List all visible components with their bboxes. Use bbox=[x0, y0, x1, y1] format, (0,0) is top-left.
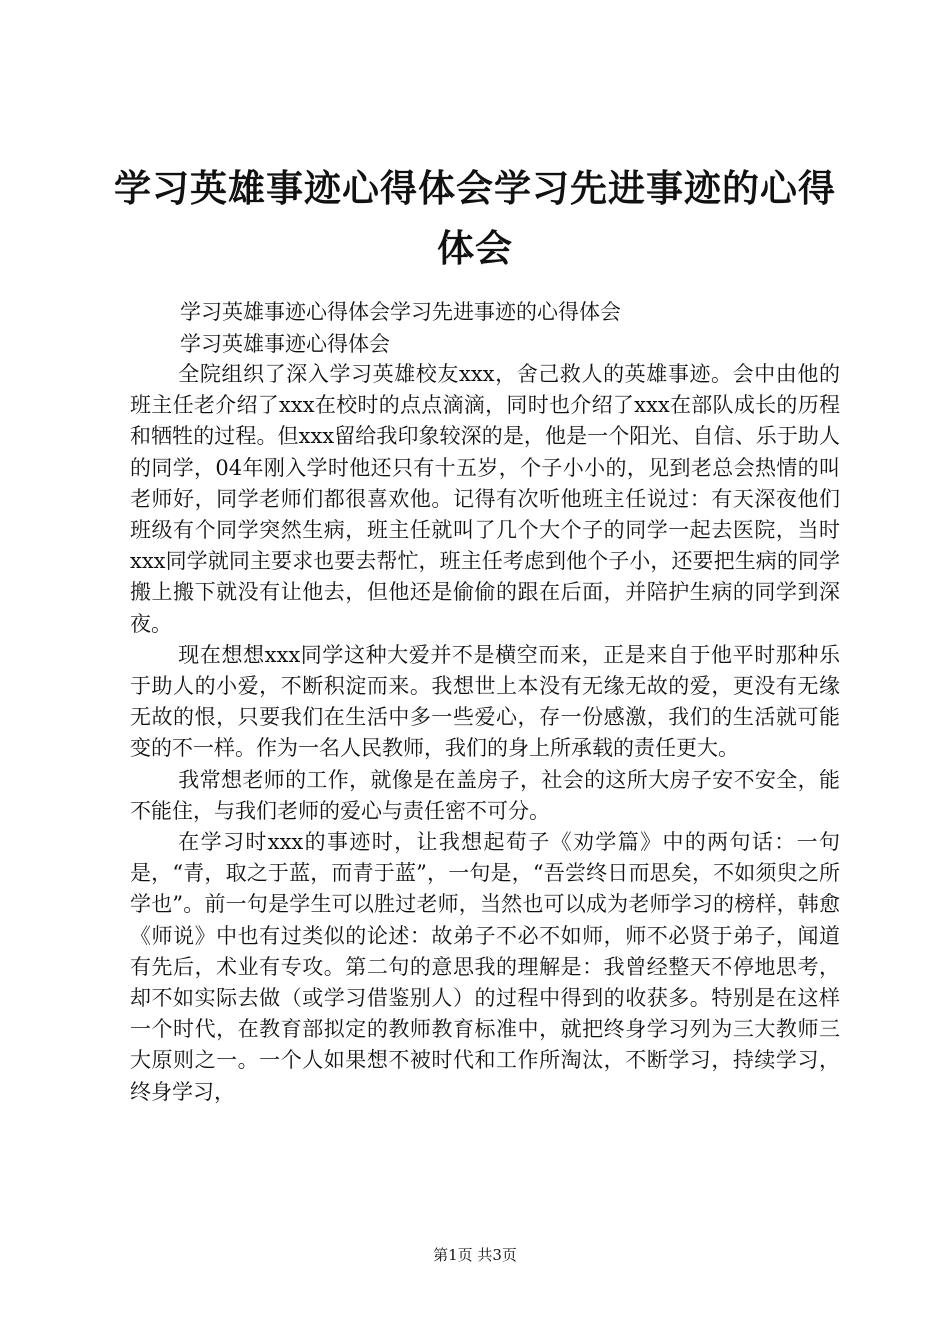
paragraph: 现在想想xxx同学这种大爱并不是横空而来，正是来自于他平时那种乐于助人的小爱，不断积淀而来。我想世上本没有无缘无故的爱，更没有无缘无故的恨，只要我们在生活中多一些爱心，存一份感激，我们的生活就可能变的不一样。作为一名人民教师，我们的身上所承载的责任更大。 bbox=[130, 642, 840, 761]
section-heading: 学习英雄事迹心得体会 bbox=[180, 332, 390, 356]
paragraph: 全院组织了深入学习英雄校友xxx，舍己救人的英雄事迹。会中由他的班主任老介绍了xxx在校时的点点滴滴，同时也介绍了xxx在部队成长的历程和牺牲的过程。但xxx留给我印象较深的是，他是一个阳光、自信、乐于助人的同学，04年刚入学时他还只有十五岁，个子小小的，见到老总会热情的叫老师好，同学老师们都很喜欢他。记得有次听他班主任说过：有天深夜他们班级有个同学突然生病，班主任就叫了几个大个子的同学一起去医院，当时xxx同学就同主要求也要去帮忙，班主任考虑到他个子小，还要把生病的同学搬上搬下就没有让他去，但他还是偷偷的跟在后面，并陪护生病的同学到深夜。 bbox=[130, 362, 840, 636]
document-subtitle: 学习英雄事迹心得体会学习先进事迹的心得体会 bbox=[180, 300, 621, 324]
paragraph: 我常想老师的工作，就像是在盖房子，社会的这所大房子安不安全，能不能住，与我们老师的爱心与责任密不可分。 bbox=[130, 767, 840, 823]
document-body bbox=[130, 359, 840, 1108]
page-number-footer: 第1页 共3页 bbox=[433, 1246, 517, 1264]
document-title: 学习英雄事迹心得体会学习先进事迹的心得体会 bbox=[114, 166, 836, 270]
paragraph: 在学习时xxx的事迹时，让我想起荀子《劝学篇》中的两句话：一句是，“青，取之于蓝，而青于蓝”，一句是，“吾尝终日而思矣，不如须臾之所学也”。前一句是学生可以胜过老师，当然也可以成为老师学习的榜样，韩愈《师说》中也有过类似的论述：故弟子不必不如师，师不必贤于弟子，闻道有先后，术业有专攻。第二句的意思我的理解是：我曾经整天不停地思考，却不如实际去做（或学习借鉴别人）的过程中得到的收获多。特别是在这样一个时代，在教育部拟定的教师教育标准中，就把终身学习列为三大教师三大原则之一。一个人如果想不被时代和工作所淘汰，不断学习，持续学习，终身学习， bbox=[130, 830, 840, 1104]
